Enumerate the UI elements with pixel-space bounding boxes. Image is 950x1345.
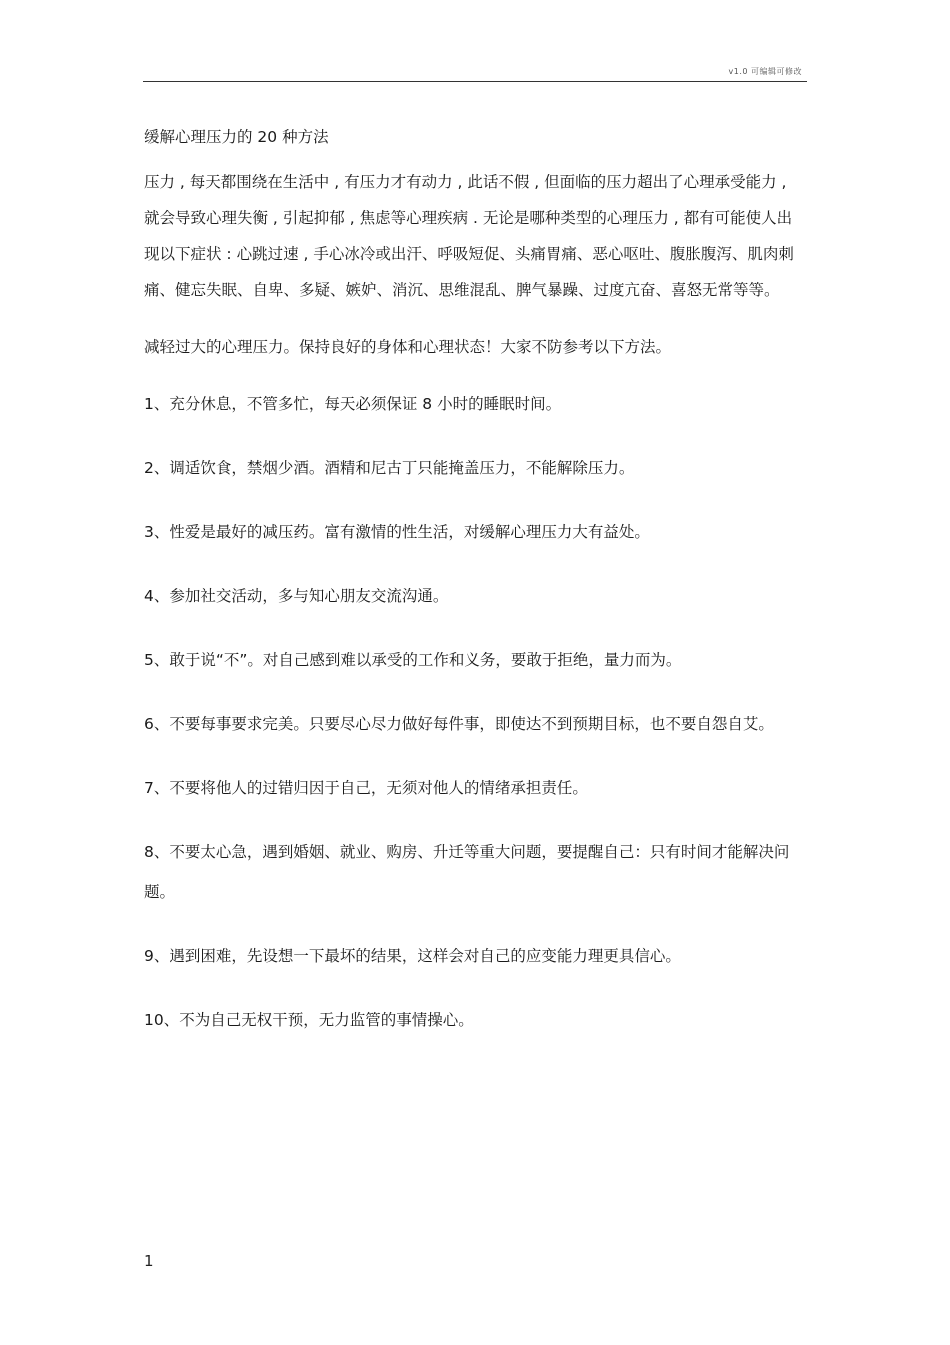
header-version-tag: v1.0 可编辑可修改 bbox=[728, 67, 802, 76]
method-list bbox=[144, 384, 794, 1040]
method-item-5: 5、敢于说“不”。对自己感到难以承受的工作和义务，要敢于拒绝，量力而为。 bbox=[144, 651, 682, 669]
method-item-10: 10、不为自己无权干预，无力监管的事情操心。 bbox=[144, 1011, 474, 1029]
intro-paragraph: 压力 , 每天都围绕在生活中 , 有压力才有动力 , 此话不假 , 但面临的压力超出了心理承受能力 , 就会导致心理失衡 , 引起抑郁 , 焦虑等心理疾病 . 无论是哪种类型的心理压力 , 都有可能使人出现以下症状 : 心跳过速 , 手心冰冷或出汗、呼吸短促、头痛胃痛、恶心呕吐、腹胀腹泻、肌肉刺痛、健忘失眠、自卑、多疑、嫉妒、消沉、思维混乱、脾气暴躁、过度亢奋、喜怒无常等等。 bbox=[144, 173, 794, 299]
method-item-6: 6、不要每事要求完美。只要尽心尽力做好每件事，即使达不到预期目标，也不要自怨自艾。 bbox=[144, 715, 774, 733]
method-item-7: 7、不要将他人的过错归因于自己，无须对他人的情绪承担责任。 bbox=[144, 779, 588, 797]
document-body bbox=[144, 122, 794, 1040]
page-number: 1 bbox=[144, 1252, 154, 1270]
method-item-3: 3、性爱是最好的减压药。富有激情的性生活，对缓解心理压力大有益处。 bbox=[144, 523, 650, 541]
method-item-9: 9、遇到困难，先设想一下最坏的结果，这样会对自己的应变能力理更具信心。 bbox=[144, 947, 681, 965]
header-rule bbox=[143, 81, 807, 82]
document-title: 缓解心理压力的 20 种方法 bbox=[144, 128, 329, 146]
lead-paragraph: 减轻过大的心理压力。保持良好的身体和心理状态！大家不防参考以下方法。 bbox=[144, 338, 672, 356]
method-item-1: 1、充分休息，不管多忙，每天必须保证 8 小时的睡眠时间。 bbox=[144, 395, 562, 413]
method-item-8: 8、不要太心急，遇到婚姻、就业、购房、升迁等重大问题，要提醒自己：只有时间才能解决问题。 bbox=[144, 843, 790, 901]
method-item-4: 4、参加社交活动，多与知心朋友交流沟通。 bbox=[144, 587, 449, 605]
method-item-2: 2、调适饮食，禁烟少酒。酒精和尼古丁只能掩盖压力，不能解除压力。 bbox=[144, 459, 635, 477]
